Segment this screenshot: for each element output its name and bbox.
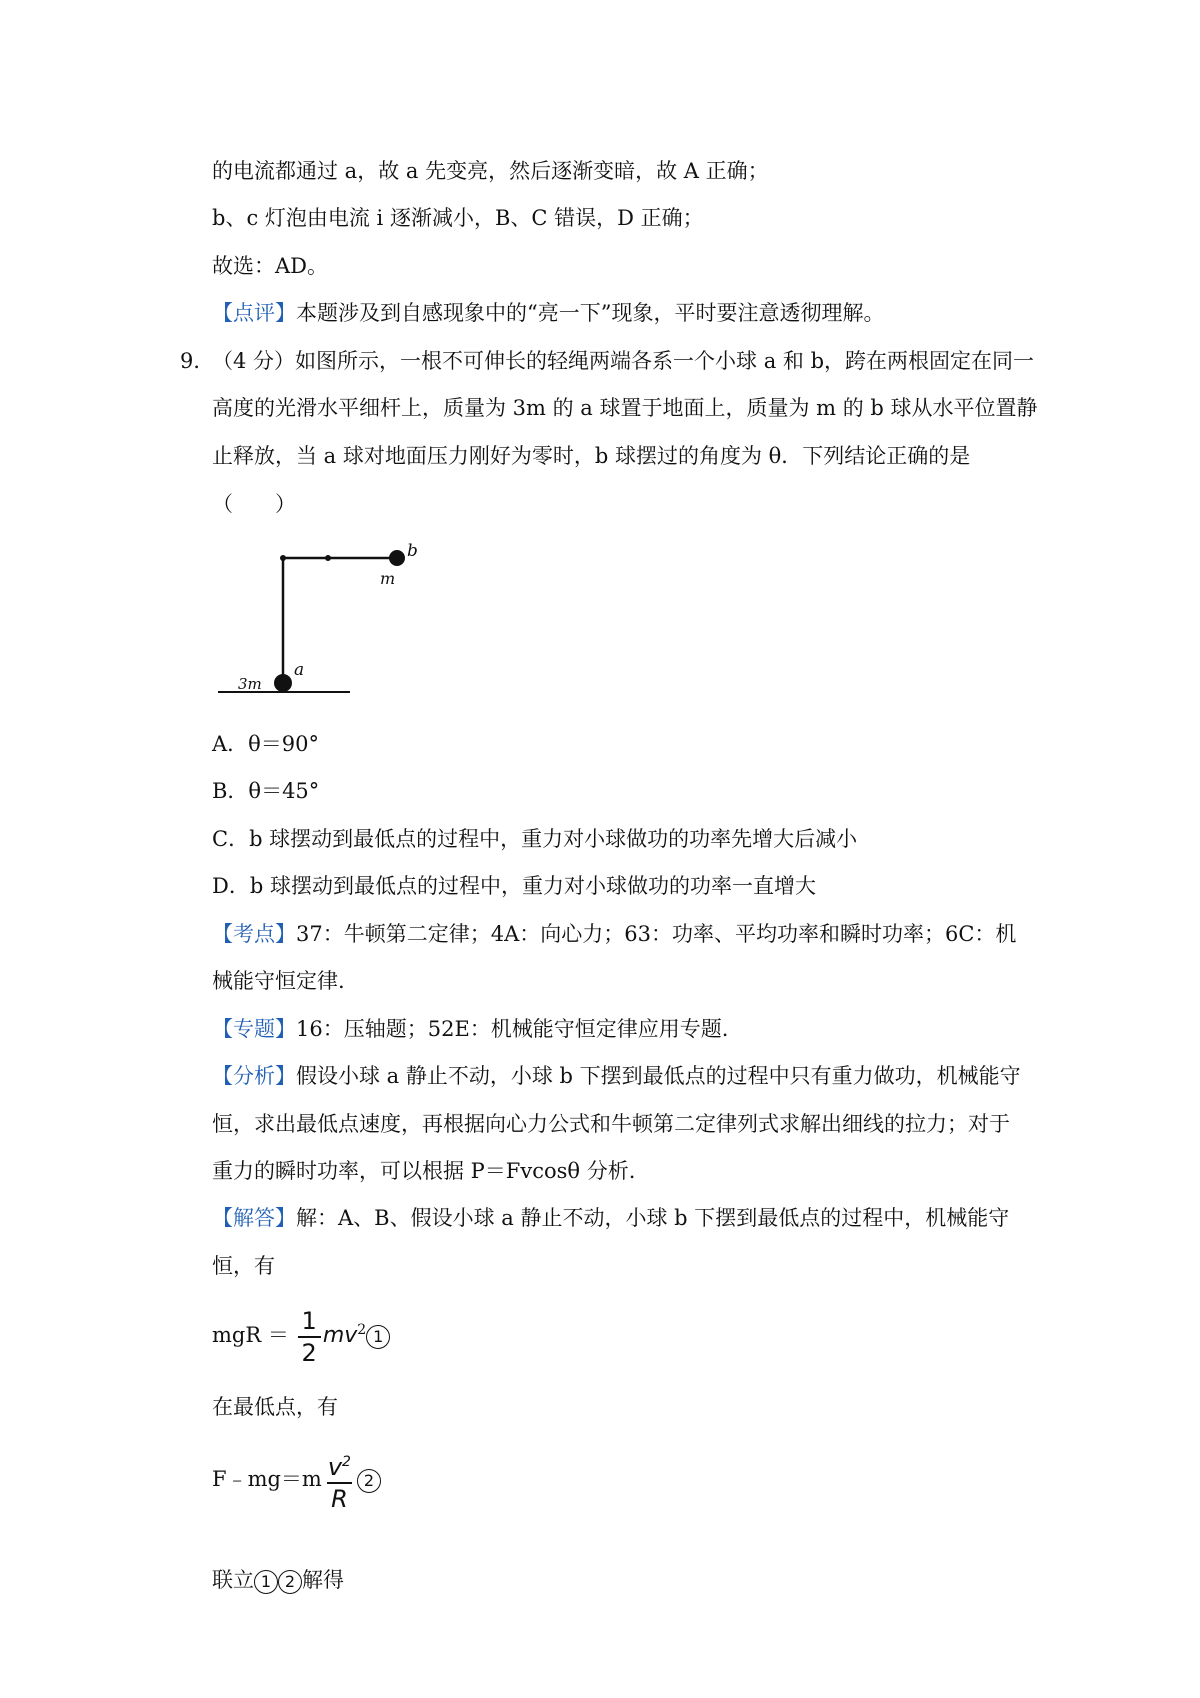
fraction-den: 2 — [298, 1336, 321, 1368]
fraction-num — [324, 1447, 355, 1482]
fenxi-text: 假设小球 a 静止不动，小球 b 下摆到最低点的过程中只有重力做功，机械能守 — [296, 1064, 1021, 1088]
zhuanti-line — [212, 1014, 728, 1044]
question-number: 9． — [180, 349, 215, 373]
kaodian-line: 械能守恒定律. — [212, 969, 345, 993]
rod-dot — [325, 555, 331, 561]
option-c: C．b 球摆动到最低点的过程中，重力对小球做功的功率先增大后减小 — [212, 827, 858, 851]
final-text-2: 解得 — [302, 1568, 344, 1592]
final-text: 联立 — [212, 1568, 254, 1592]
fenxi-line — [212, 1061, 1021, 1091]
ball-b — [389, 550, 405, 566]
jieda-line: 恒，有 — [212, 1254, 275, 1278]
eq1-rhs: mv — [322, 1323, 358, 1348]
rod-dot — [280, 555, 286, 561]
question-line: 止释放，当 a 球对地面压力刚好为零时，b 球摆过的角度为 θ．下列结论正确的是 — [212, 444, 971, 468]
label-b: b — [407, 541, 418, 561]
comment-line — [212, 298, 884, 328]
eq2-num: v — [327, 1453, 343, 1481]
circled-number: 1 — [366, 1325, 390, 1349]
eq1-sup: 2 — [357, 1322, 367, 1338]
kaodian-text: 37：牛顿第二定律；4A：向心力；63：功率、平均功率和瞬时功率；6C：机 — [296, 922, 1017, 946]
kaodian-line — [212, 919, 1016, 949]
fraction-num: 1 — [301, 1306, 317, 1335]
eq1-lhs: mgR ＝ — [212, 1323, 289, 1347]
label-m: m — [380, 569, 396, 588]
zhuanti-text: 16：压轴题；52E：机械能守恒定律应用专题. — [296, 1017, 729, 1041]
eq2-sup: 2 — [342, 1454, 351, 1470]
fraction — [324, 1447, 355, 1514]
zhuanti-tag: 【专题】 — [212, 1017, 296, 1041]
option-b: B．θ＝45° — [212, 779, 320, 803]
eq2-lhs: F﹣mg＝m — [212, 1467, 322, 1491]
text-line: 在最低点，有 — [212, 1395, 338, 1419]
comment-tag: 【点评】 — [212, 301, 296, 325]
comment-text: 本题涉及到自感现象中的“亮一下”现象，平时要注意透彻理解。 — [296, 301, 885, 325]
question-blank: （ ） — [212, 492, 296, 516]
question-line: （4 分）如图所示，一根不可伸长的轻绳两端各系一个小球 a 和 b，跨在两根固定在同一 — [212, 349, 1035, 373]
fenxi-line: 重力的瞬时功率，可以根据 P＝Fvcosθ 分析. — [212, 1159, 636, 1183]
text-line: b、c 灯泡由电流 i 逐渐减小，B、C 错误，D 正确； — [212, 206, 704, 230]
text-line: 故选：AD。 — [212, 254, 329, 278]
equation-2 — [212, 1447, 381, 1514]
label-a: a — [294, 660, 305, 680]
option-d: D．b 球摆动到最低点的过程中，重力对小球做功的功率一直增大 — [212, 874, 816, 898]
final-line — [212, 1565, 344, 1595]
circled-number: 2 — [357, 1469, 381, 1493]
ball-a — [274, 674, 292, 692]
circled-number: 2 — [278, 1570, 302, 1594]
option-a: A．θ＝90° — [212, 732, 320, 756]
label-3m: 3m — [238, 675, 262, 693]
jieda-tag: 【解答】 — [212, 1206, 296, 1230]
circled-number: 1 — [254, 1570, 278, 1594]
pendulum-figure — [210, 540, 425, 705]
question-line: 高度的光滑水平细杆上，质量为 3m 的 a 球置于地面上，质量为 m 的 b 球从水平位置静 — [212, 396, 1038, 420]
kaodian-tag: 【考点】 — [212, 922, 296, 946]
equation-1 — [212, 1300, 390, 1368]
fraction — [298, 1306, 321, 1368]
fenxi-tag: 【分析】 — [212, 1064, 296, 1088]
fraction-den: R — [327, 1482, 352, 1514]
fenxi-line: 恒，求出最低点速度，再根据向心力公式和牛顿第二定律列式求解出细线的拉力；对于 — [212, 1112, 1010, 1136]
jieda-line — [212, 1203, 1009, 1233]
text-line: 的电流都通过 a，故 a 先变亮，然后逐渐变暗，故 A 正确； — [212, 159, 769, 183]
jieda-text: 解：A、B、假设小球 a 静止不动，小球 b 下摆到最低点的过程中，机械能守 — [296, 1206, 1010, 1230]
